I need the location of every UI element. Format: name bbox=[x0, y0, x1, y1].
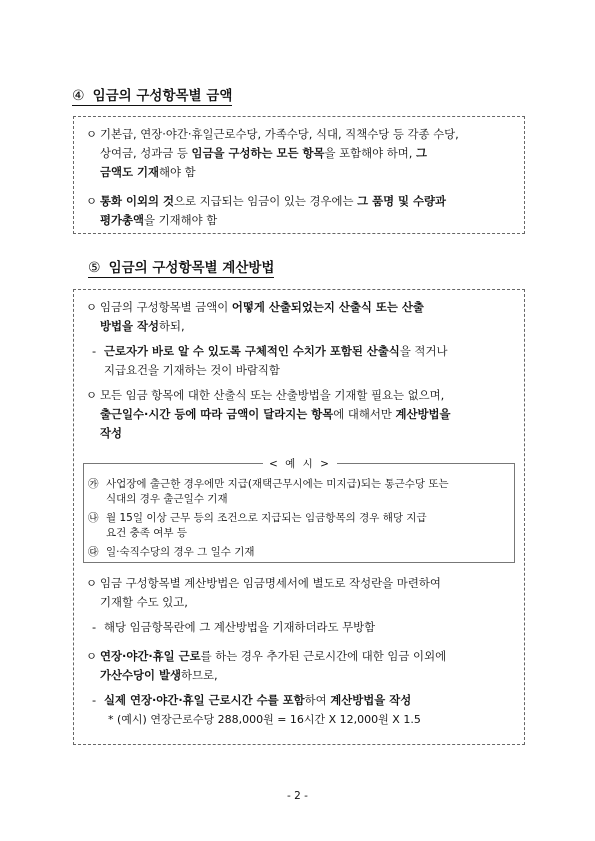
text-run: 를 하는 경우 추가된 근로시간에 대한 임금 이외에 bbox=[200, 649, 447, 663]
dash-bullet: - bbox=[92, 344, 97, 358]
formula-example: * (예시) 연장근로수당 288,000원 = 16시간 X 12,000원 X 1.5 bbox=[108, 713, 421, 726]
bold-text: 실제 연장·야간·휴일 근로시간 수를 포함 bbox=[104, 693, 305, 707]
dash-bullet: - bbox=[92, 620, 97, 634]
paragraph-line bbox=[100, 298, 424, 317]
paragraph-line bbox=[100, 211, 217, 230]
bold-text: 금액도 기재 bbox=[100, 165, 159, 179]
paragraph-line bbox=[100, 405, 451, 424]
paragraph-line bbox=[100, 317, 185, 336]
paragraph-line bbox=[100, 647, 446, 666]
circle-bullet: ㅇ bbox=[86, 127, 98, 141]
bold-text: 계산방법을 작성 bbox=[330, 693, 412, 707]
text-run: 임금의 구성항목별 금액이 bbox=[100, 300, 232, 314]
example-line: 요건 충족 여부 등 bbox=[106, 527, 188, 539]
circle-bullet: ㅇ bbox=[86, 300, 98, 314]
paragraph-line bbox=[100, 666, 218, 685]
text-run: 해야 함 bbox=[158, 165, 196, 179]
paragraph-line bbox=[104, 361, 280, 380]
text-run: 해당 임금항목란에 그 계산방법을 기재하더라도 무방함 bbox=[104, 620, 376, 634]
paragraph-line bbox=[104, 691, 411, 710]
text-run: 기본급, 연장·야간·휴일근로수당, 가족수당, 식대, 직책수당 등 각종 수당, bbox=[100, 127, 459, 141]
example-marker: ㉰ bbox=[88, 546, 99, 558]
paragraph-line bbox=[104, 342, 447, 361]
paragraph-line bbox=[104, 618, 375, 637]
bold-text: 근로자가 바로 알 수 있도록 구체적인 수치가 포함된 산출식 bbox=[104, 344, 400, 358]
paragraph-line bbox=[100, 424, 122, 443]
text-run: 으로 지급되는 임금이 있는 경우에는 bbox=[173, 194, 358, 208]
bold-text: 작성 bbox=[100, 426, 123, 440]
text-run: 하되, bbox=[158, 319, 185, 333]
circle-bullet: ㅇ bbox=[86, 576, 98, 590]
example-line: 일·숙직수당의 경우 그 일수 기재 bbox=[106, 546, 255, 558]
dash-bullet: - bbox=[92, 693, 97, 707]
paragraph-line bbox=[100, 593, 188, 612]
example-line: 식대의 경우 출근일수 기재 bbox=[106, 493, 228, 505]
bold-text: 방법을 작성 bbox=[100, 319, 159, 333]
text-run: 임금 구성항목별 계산방법은 임금명세서에 별도로 작성란을 마련하여 bbox=[100, 576, 441, 590]
bold-text: 그 bbox=[415, 146, 427, 160]
section-5-title: 임금의 구성항목별 계산방법 bbox=[108, 260, 275, 276]
example-marker: ㉮ bbox=[88, 478, 99, 490]
example-line: 월 15일 이상 근무 등의 조건으로 지급되는 임금항목의 경우 해당 지급 bbox=[106, 512, 427, 524]
text-run: 하므로, bbox=[181, 668, 218, 682]
bold-text: 통화 이외의 것 bbox=[100, 194, 174, 208]
paragraph-line bbox=[100, 386, 444, 405]
text-run: 하여 bbox=[304, 693, 331, 707]
example-marker: ㉯ bbox=[88, 512, 99, 524]
paragraph-line bbox=[100, 192, 446, 211]
circle-bullet: ㅇ bbox=[86, 649, 98, 663]
section-4-heading bbox=[72, 84, 232, 106]
circle-bullet: ㅇ bbox=[86, 388, 98, 402]
section-5-number: ⑤ bbox=[88, 260, 101, 276]
bold-text: 가산수당이 발생 bbox=[100, 668, 181, 682]
page-number: - 2 - bbox=[287, 790, 308, 802]
example-line: 사업장에 출근한 경우에만 지급(재택근무시에는 미지급)되는 통근수당 또는 bbox=[106, 478, 449, 490]
text-run: 을 적거나 bbox=[399, 344, 448, 358]
text-run: 에 대해서만 bbox=[333, 407, 396, 421]
example-title: < 예 시 > bbox=[263, 456, 337, 471]
bold-text: 어떻게 산출되었는지 산출식 또는 산출 bbox=[231, 300, 424, 314]
bold-text: 그 품명 및 수량과 bbox=[357, 194, 447, 208]
paragraph-line bbox=[100, 125, 459, 144]
paragraph-line bbox=[100, 163, 196, 182]
text-run: 지급요건을 기재하는 것이 바람직함 bbox=[104, 363, 280, 377]
section-5-heading bbox=[88, 256, 274, 278]
circle-bullet: ㅇ bbox=[86, 194, 98, 208]
paragraph-line bbox=[100, 144, 427, 163]
text-run: 상여금, 성과금 등 bbox=[100, 146, 192, 160]
bold-text: 평가총액 bbox=[100, 213, 145, 227]
bold-text: 임금을 구성하는 모든 항목 bbox=[191, 146, 325, 160]
section-4-number: ④ bbox=[72, 88, 85, 104]
paragraph-line bbox=[100, 574, 441, 593]
text-run: 을 포함해야 하며, bbox=[324, 146, 416, 160]
bold-text: 출근일수·시간 등에 따라 금액이 달라지는 항목 bbox=[100, 407, 334, 421]
bold-text: 연장·야간·휴일 근로 bbox=[100, 649, 201, 663]
bold-text: 계산방법을 bbox=[395, 407, 451, 421]
text-run: 기재할 수도 있고, bbox=[100, 595, 188, 609]
section-4-title: 임금의 구성항목별 금액 bbox=[92, 88, 233, 104]
text-run: 을 기재해야 함 bbox=[144, 213, 218, 227]
text-run: 모든 임금 항목에 대한 산출식 또는 산출방법을 기재할 필요는 없으며, bbox=[100, 388, 445, 402]
